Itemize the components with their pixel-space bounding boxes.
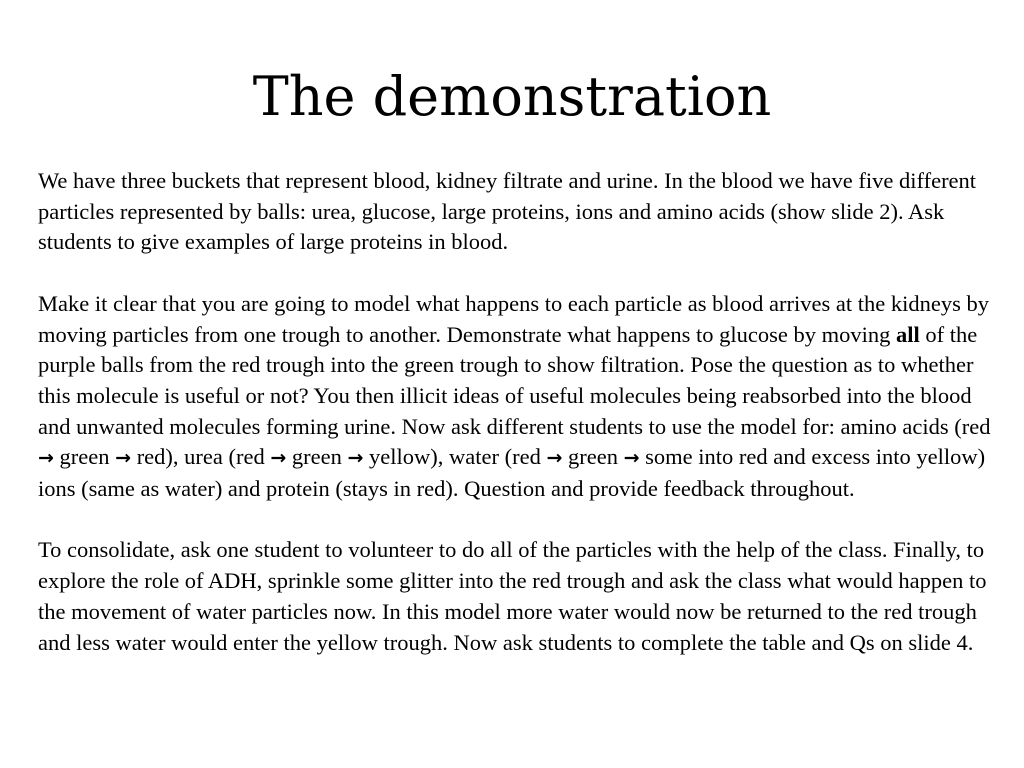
paragraph-model-text: yellow), water (red [363,444,547,470]
paragraph-model [38,289,998,505]
paragraph-model-text: green [286,444,348,470]
slide-title: The demonstration [252,65,772,128]
slide-body [38,166,998,658]
paragraph-model-text: red), urea (red [131,444,271,470]
paragraph-intro: We have three buckets that represent blood, kidney filtrate and urine. In the blood we have five different particles represented by balls: urea, glucose, large proteins, ions and amino acids (show slide 2). Ask students to give examples of large proteins in blood. [38,168,977,255]
paragraph-model-text: green [53,444,116,470]
arrow-right-icon: → [546,447,563,470]
paragraph-model-text: of the purple balls from the red trough into the green trough to show filtration. Pose the question as to whether this molecule is useful or not? You then illicit ideas of useful molecules being reabsorbed into the blood and unwanted molecules forming urine. Now ask different students to use the model for: amino acids (red [38,321,991,439]
arrow-right-icon: → [623,447,640,470]
arrow-right-icon: → [270,447,287,470]
paragraph-model-text: Make it clear that you are going to model what happens to each particle as blood arrives at the kidneys by moving particles from one trough to another. Demonstrate what happens to glucose by moving [38,290,989,347]
arrow-right-icon: → [38,447,54,470]
paragraph-model-text: green [562,444,624,470]
arrow-right-icon: → [347,447,364,470]
emphasis-all: all [895,321,920,347]
paragraph-consolidate: To consolidate, ask one student to volunteer to do all of the particles with the help of the class. Finally, to explore the role of ADH, sprinkle some glitter into the red trough and ask the class what would happen to the movement of water particles now. In this model more water would now be returned to the red trough and less water would enter the yellow trough. Now ask students to complete the table and Qs on slide 4. [38,537,987,655]
arrow-right-icon: → [115,447,132,470]
paragraph-model-text: some into red and excess into yellow) ions (same as water) and protein (stays in red). Question and provide feedback throughout. [38,444,986,502]
